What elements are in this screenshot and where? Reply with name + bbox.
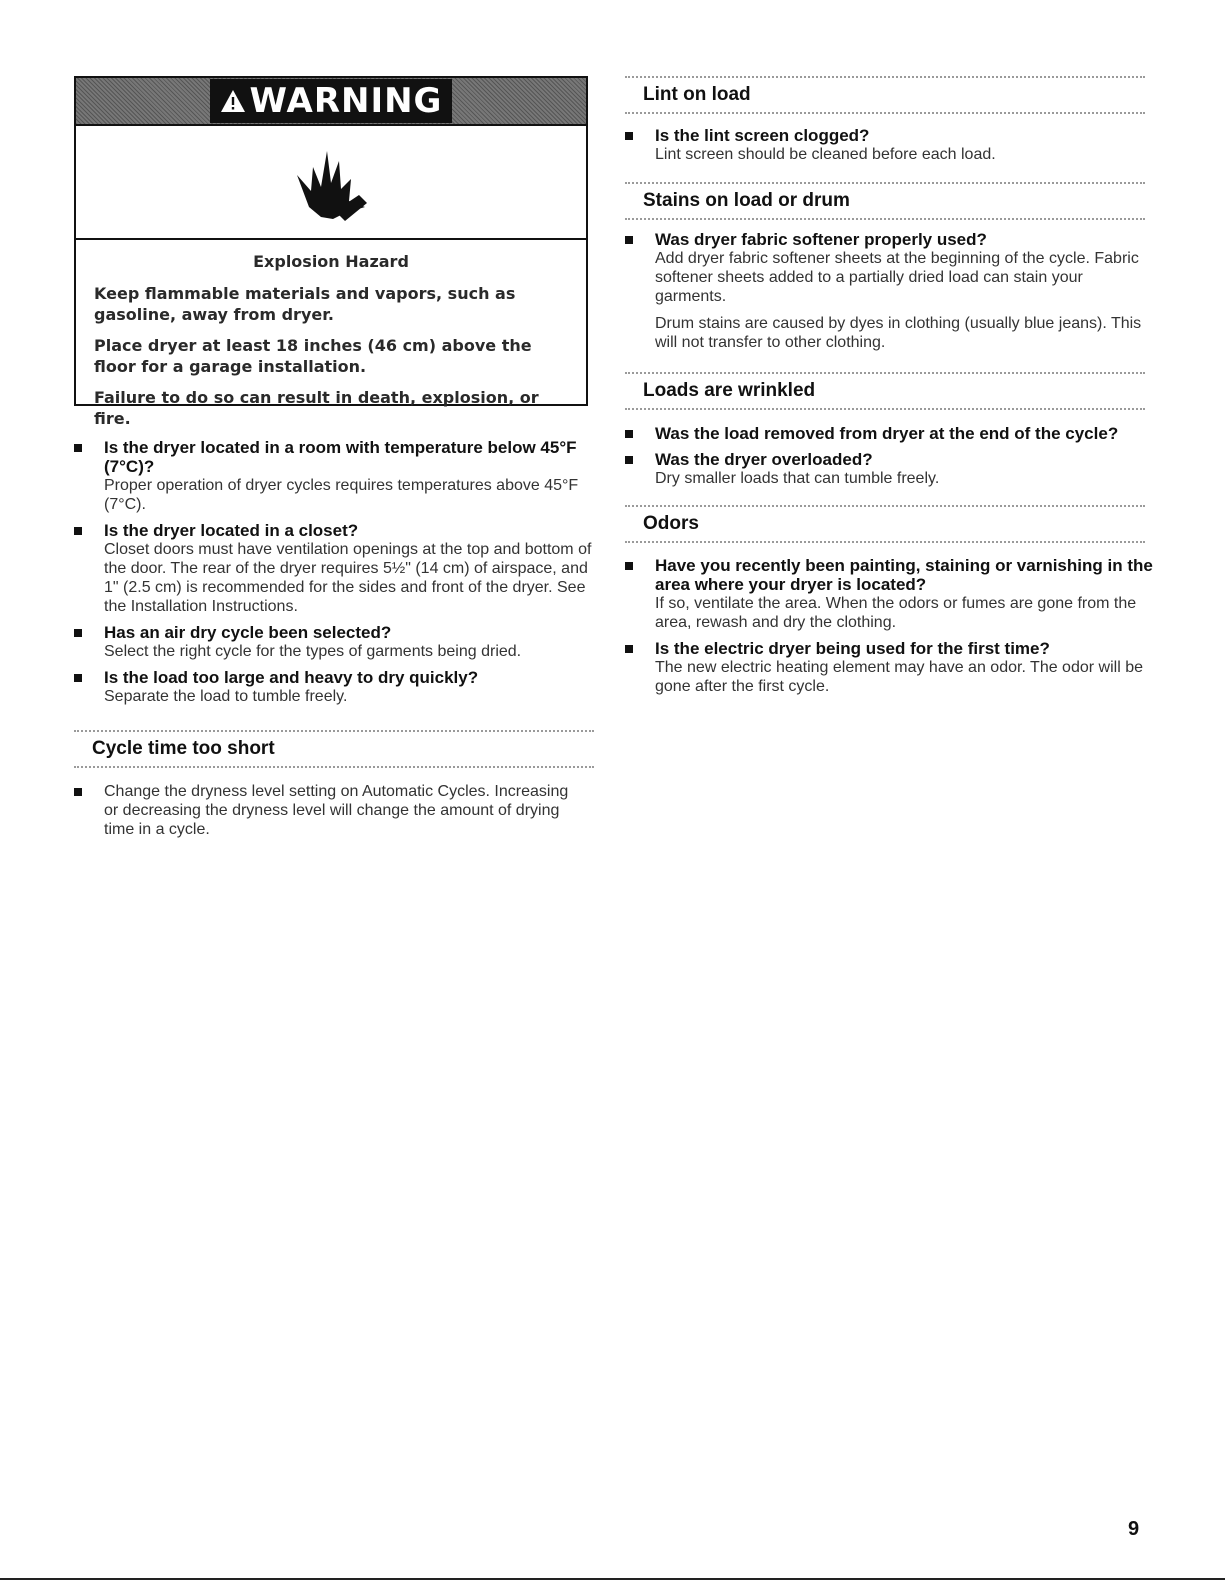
bullet-icon (74, 527, 82, 535)
list-item (625, 450, 1155, 488)
section-title: Odors (643, 513, 699, 534)
list-item (74, 782, 574, 839)
lint-list (625, 126, 1145, 171)
item-question: Has an air dry cycle been selected? (104, 623, 392, 642)
warning-title: WARNING (249, 81, 443, 121)
section-header-odors (625, 505, 1145, 543)
list-item (74, 521, 594, 616)
item-question: Have you recently been painting, staining or varnishing in the area where your dryer is located? (655, 556, 1153, 594)
item-answer: The new electric heating element may have an odor. The odor will be gone after the first cycle. (655, 659, 1143, 695)
item-text: Change the dryness level setting on Automatic Cycles. Increasing or decreasing the dryness level will change the amount of drying time in a cycle. (104, 783, 569, 838)
section-header-lint (625, 76, 1145, 114)
wrinkled-list (625, 424, 1155, 495)
warning-text (76, 240, 586, 428)
cycle-short-list (74, 782, 574, 846)
list-item (625, 556, 1155, 632)
item-answer: Dry smaller loads that can tumble freely. (655, 470, 940, 487)
odors-list (625, 556, 1155, 703)
list-item (74, 668, 594, 706)
item-answer: Lint screen should be cleaned before each load. (655, 146, 996, 163)
stains-list (625, 230, 1145, 359)
section-title: Stains on load or drum (643, 190, 850, 211)
warning-box (74, 76, 588, 428)
bullet-icon (625, 236, 633, 244)
item-answer-extra: Drum stains are caused by dyes in clothing (usually blue jeans). This will not transfer to other clothing. (655, 315, 1142, 351)
warning-label (210, 79, 453, 123)
item-question: Is the lint screen clogged? (655, 126, 870, 145)
item-question: Was dryer fabric softener properly used? (655, 230, 987, 249)
item-question: Was the dryer overloaded? (655, 450, 873, 469)
warning-line: Place dryer at least 18 inches (46 cm) above the floor for a garage installation. (94, 336, 532, 376)
bullet-icon (74, 629, 82, 637)
item-question: Is the electric dryer being used for the first time? (655, 639, 1050, 658)
item-answer: If so, ventilate the area. When the odors or fumes are gone from the area, rewash and dry the clothing. (655, 595, 1137, 631)
list-item (625, 230, 1145, 352)
bullet-icon (625, 645, 633, 653)
left-item-list (74, 438, 594, 713)
list-item (625, 126, 1145, 164)
warning-triangle-icon (220, 89, 246, 113)
page-number: 9 (1128, 1518, 1140, 1540)
warning-line: Keep flammable materials and vapors, such as gasoline, away from dryer. (94, 284, 516, 324)
list-item (74, 623, 594, 661)
list-item (625, 424, 1155, 443)
bullet-icon (625, 562, 633, 570)
item-question: Was the load removed from dryer at the end of the cycle? (655, 424, 1119, 443)
section-header-stains (625, 182, 1145, 220)
bullet-icon (74, 444, 82, 452)
item-question: Is the dryer located in a room with temperature below 45°F (7°C)? (104, 438, 577, 476)
section-title: Lint on load (643, 84, 751, 105)
item-answer: Select the right cycle for the types of garments being dried. (104, 643, 522, 660)
warning-banner (76, 78, 586, 126)
hazard-name: Explosion Hazard (253, 252, 409, 271)
bullet-icon (74, 674, 82, 682)
section-title: Loads are wrinkled (643, 380, 816, 401)
item-question: Is the dryer located in a closet? (104, 521, 359, 540)
warning-line: Failure to do so can result in death, explosion, or fire. (94, 388, 539, 428)
section-title: Cycle time too short (92, 738, 275, 759)
item-answer: Separate the load to tumble freely. (104, 688, 348, 705)
bullet-icon (625, 132, 633, 140)
hazard-symbol-area (76, 126, 586, 240)
item-answer: Closet doors must have ventilation openings at the top and bottom of the door. The rear of the dryer requires 5½" (14 cm) of airspace, and 1" (2.5 cm) is recommended for the sides and front of the dryer. See the Installation Instructions. (104, 541, 592, 615)
item-answer: Proper operation of dryer cycles requires temperatures above 45°F (7°C). (104, 477, 579, 513)
item-question: Is the load too large and heavy to dry quickly? (104, 668, 479, 687)
list-item (74, 438, 594, 514)
list-item (625, 639, 1155, 696)
explosion-icon (291, 137, 371, 227)
section-header-wrinkled (625, 372, 1145, 410)
section-header-cycle-short (74, 730, 594, 768)
bullet-icon (74, 788, 82, 796)
item-answer: Add dryer fabric softener sheets at the beginning of the cycle. Fabric softener sheets added to a partially dried load can stain your garments. (655, 250, 1139, 305)
bullet-icon (625, 430, 633, 438)
bottom-rule (0, 1578, 1225, 1580)
bullet-icon (625, 456, 633, 464)
